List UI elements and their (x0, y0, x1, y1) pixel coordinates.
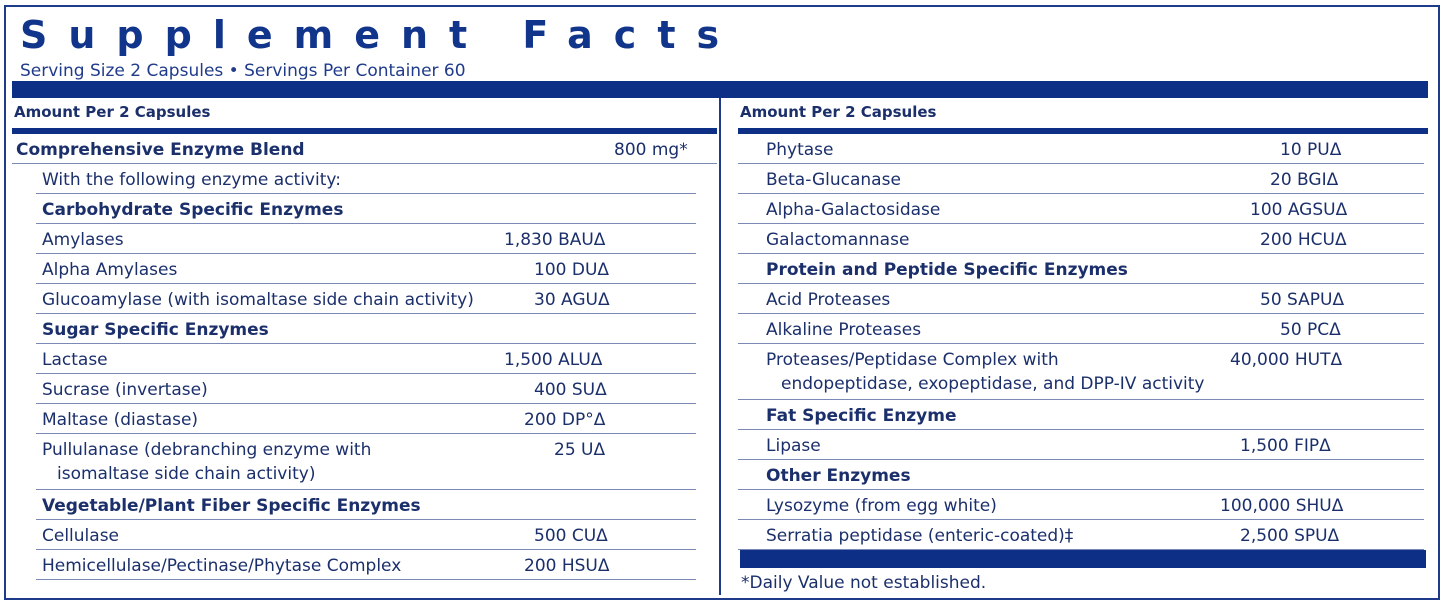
enzyme-name (42, 290, 474, 310)
enzyme-name-text: Other Enzymes (766, 466, 911, 486)
enzyme-name-text: Lactase (42, 350, 108, 370)
enzyme-name (42, 260, 177, 280)
enzyme-name-text: Pullulanase (debranching enzyme with (42, 440, 372, 460)
enzyme-value: 200 DP°Δ (524, 410, 606, 430)
header-bar (12, 81, 1428, 98)
enzyme-row (738, 194, 1424, 224)
left-column (12, 98, 717, 580)
enzyme-value: 100 AGSUΔ (1250, 200, 1348, 220)
enzyme-name-text: Alpha-Galactosidase (766, 200, 941, 220)
enzyme-name (766, 436, 821, 456)
serving-info: Serving Size 2 Capsules • Servings Per Container 60 (20, 61, 466, 81)
enzyme-value: 10 PUΔ (1280, 140, 1342, 160)
enzyme-name (766, 350, 1205, 394)
section-heading (766, 466, 911, 486)
enzyme-value: 30 AGUΔ (534, 290, 610, 310)
enzyme-name (42, 350, 108, 370)
enzyme-row (36, 224, 696, 254)
enzyme-name-text: Protein and Peptide Specific Enzymes (766, 260, 1128, 280)
section-heading (42, 200, 343, 220)
enzyme-name (766, 320, 921, 340)
section-heading-row (738, 460, 1424, 490)
enzyme-name-text: Sugar Specific Enzymes (42, 320, 269, 340)
enzyme-row (738, 520, 1424, 550)
enzyme-row (738, 430, 1424, 460)
enzyme-value: 40,000 HUTΔ (1230, 350, 1343, 370)
blend-row (12, 134, 717, 164)
right-rows (738, 134, 1428, 550)
section-heading-row (738, 254, 1424, 284)
section-heading-row (36, 490, 696, 520)
enzyme-row (36, 520, 696, 550)
enzyme-row (36, 254, 696, 284)
enzyme-name-text: Glucoamylase (with isomaltase side chain activity) (42, 290, 474, 310)
enzyme-name-text: Vegetable/Plant Fiber Specific Enzymes (42, 496, 421, 516)
enzyme-name (42, 440, 371, 484)
amount-header-left: Amount Per 2 Capsules (14, 103, 211, 121)
enzyme-name (42, 556, 401, 576)
enzyme-value: 200 HSUΔ (524, 556, 610, 576)
enzyme-row (36, 404, 696, 434)
enzyme-name-text: Lysozyme (from egg white) (766, 496, 997, 516)
enzyme-value: 1,830 BAUΔ (504, 230, 606, 250)
enzyme-row (36, 434, 696, 490)
enzyme-name-text: With the following enzyme activity: (42, 170, 341, 190)
enzyme-name (42, 380, 208, 400)
enzyme-name-text: Carbohydrate Specific Enzymes (42, 200, 344, 220)
right-column (738, 98, 1428, 550)
left-rows (12, 164, 717, 580)
enzyme-name-text: Sucrase (invertase) (42, 380, 208, 400)
enzyme-name (42, 230, 124, 250)
enzyme-value: 2,500 SPUΔ (1240, 526, 1340, 546)
enzyme-row (738, 344, 1424, 400)
enzyme-row (36, 344, 696, 374)
enzyme-name-text: Serratia peptidase (enteric-coated)‡ (766, 526, 1074, 546)
section-heading-row (36, 194, 696, 224)
enzyme-name (766, 496, 997, 516)
enzyme-value: 200 HCUΔ (1260, 230, 1347, 250)
enzyme-name (42, 170, 341, 190)
enzyme-name (766, 200, 940, 220)
enzyme-name (766, 140, 834, 160)
enzyme-name-text: Alpha Amylases (42, 260, 178, 280)
column-divider (719, 98, 721, 595)
enzyme-name-continuation: endopeptidase, exopeptidase, and DPP-IV activity (781, 374, 1205, 394)
enzyme-value: 50 SAPUΔ (1260, 290, 1345, 310)
enzyme-value: 500 CUΔ (534, 526, 608, 546)
enzyme-value: 100,000 SHUΔ (1220, 496, 1344, 516)
enzyme-row (36, 164, 696, 194)
section-heading-row (738, 400, 1424, 430)
enzyme-row (738, 164, 1424, 194)
enzyme-value: 100 DUΔ (534, 260, 610, 280)
enzyme-row (36, 374, 696, 404)
enzyme-name-text: Galactomannase (766, 230, 910, 250)
enzyme-name (766, 290, 890, 310)
enzyme-name-text: Cellulase (42, 526, 120, 546)
enzyme-name-text: Acid Proteases (766, 290, 891, 310)
enzyme-name (766, 230, 909, 250)
panel-title: Supplement Facts (20, 13, 741, 57)
enzyme-name (42, 410, 198, 430)
section-heading (766, 406, 957, 426)
section-heading (766, 260, 1128, 280)
enzyme-name-text: Fat Specific Enzyme (766, 406, 957, 426)
enzyme-name (766, 526, 1073, 546)
enzyme-name-text: Phytase (766, 140, 834, 160)
enzyme-name-text: Lipase (766, 436, 821, 456)
enzyme-value: 1,500 FIPΔ (1240, 436, 1331, 456)
enzyme-name (766, 170, 901, 190)
enzyme-row (738, 314, 1424, 344)
enzyme-value: 25 UΔ (554, 440, 606, 460)
section-heading-row (36, 314, 696, 344)
enzyme-row (36, 550, 696, 580)
enzyme-name-text: Hemicellulase/Pectinase/Phytase Complex (42, 556, 402, 576)
footer-bar (740, 550, 1426, 568)
enzyme-name-text: Amylases (42, 230, 124, 250)
enzyme-row (738, 490, 1424, 520)
blend-name: Comprehensive Enzyme Blend (16, 140, 305, 160)
amount-header-right: Amount Per 2 Capsules (740, 103, 937, 121)
enzyme-value: 50 PCΔ (1280, 320, 1341, 340)
enzyme-name (42, 526, 119, 546)
enzyme-name-text: Beta-Glucanase (766, 170, 901, 190)
enzyme-value: 400 SUΔ (534, 380, 607, 400)
enzyme-name-text: Proteases/Peptidase Complex with (766, 350, 1059, 370)
enzyme-name-continuation: isomaltase side chain activity) (57, 464, 316, 484)
enzyme-row (738, 134, 1424, 164)
enzyme-value: 1,500 ALUΔ (504, 350, 603, 370)
enzyme-value: 20 BGIΔ (1270, 170, 1339, 190)
enzyme-name-text: Maltase (diastase) (42, 410, 199, 430)
enzyme-row (738, 284, 1424, 314)
blend-value: 800 mg* (614, 140, 688, 160)
footnote: *Daily Value not established. (741, 573, 987, 593)
section-heading (42, 496, 421, 516)
enzyme-row (738, 224, 1424, 254)
section-heading (42, 320, 269, 340)
enzyme-row (36, 284, 696, 314)
enzyme-name-text: Alkaline Proteases (766, 320, 922, 340)
